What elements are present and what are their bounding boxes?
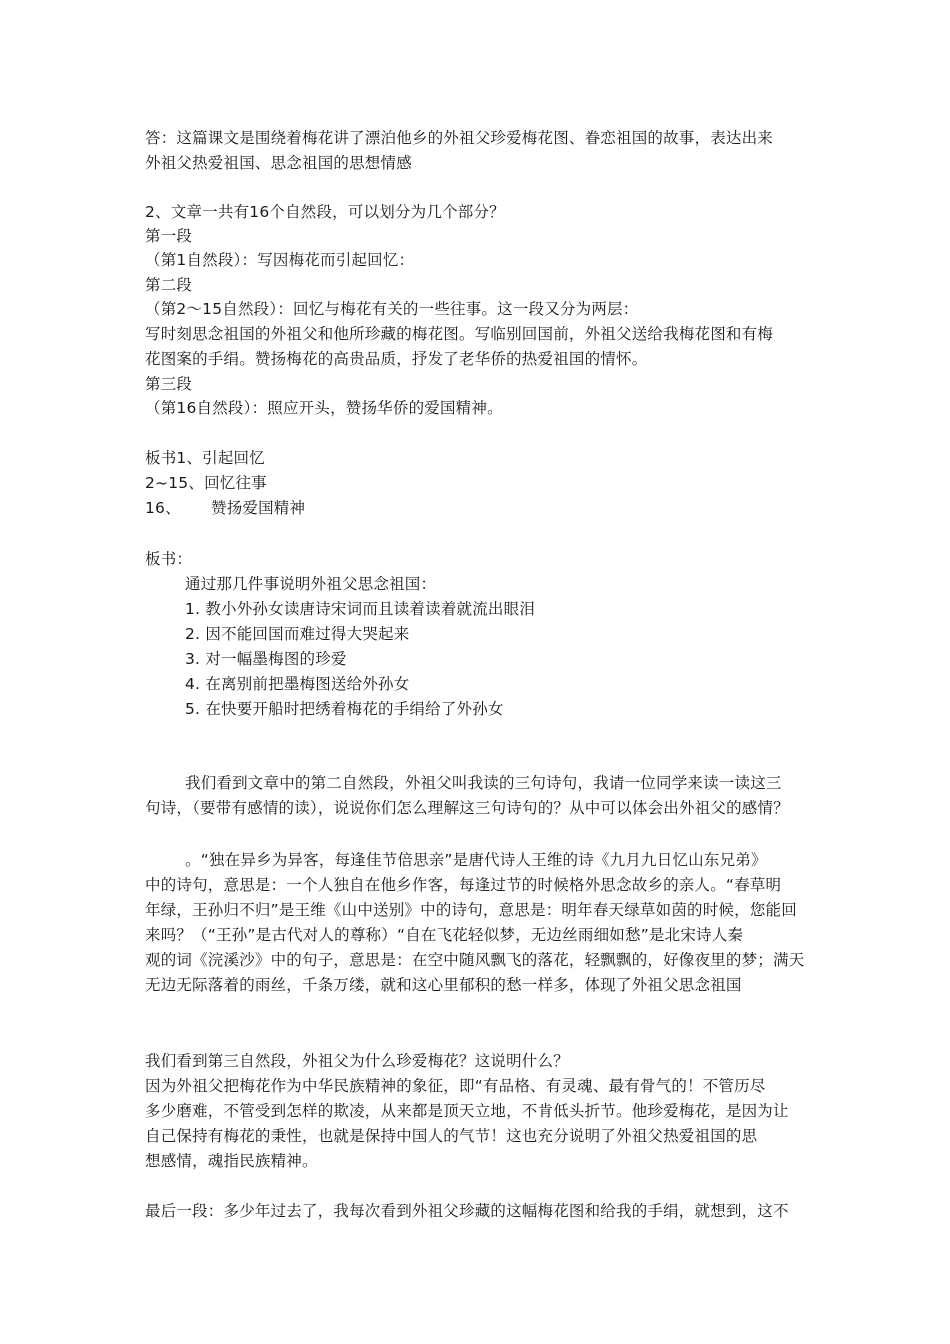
board-2-item: 4. 在离别前把墨梅图送给外孙女 [185, 675, 410, 693]
board-2-item: 2. 因不能回国而难过得大哭起来 [185, 625, 410, 643]
poems-answer-line-6: 无边无际落着的雨丝，千条万缕，就和这心里郁积的愁一样多，体现了外祖父思念祖国 [145, 976, 742, 994]
third-para-line-3: 自己保持有梅花的秉性，也就是保持中国人的气节！这也充分说明了外祖父热爱祖国的思 [145, 1127, 758, 1145]
last-para-line-1: 最后一段：多少年过去了，我每次看到外祖父珍藏的这幅梅花图和给我的手绢，就想到，这不 [145, 1202, 789, 1220]
poems-answer-line-1: 。“独在异乡为异客，每逢佳节倍思亲”是唐代诗人王维的诗《九月九日忆山东兄弟》 [185, 851, 767, 869]
third-para-line-1: 因为外祖父把梅花作为中华民族精神的象征，即“有品格、有灵魂、最有骨气的！不管历尽 [145, 1077, 766, 1095]
part-2-title: 第二段 [145, 276, 193, 294]
third-para-line-4: 想感情，魂指民族精神。 [145, 1152, 318, 1170]
third-para-question: 我们看到第三自然段，外祖父为什么珍爱梅花？这说明什么？ [145, 1052, 569, 1070]
board-2-title: 板书： [145, 550, 193, 568]
part-2-line-1: 写时刻思念祖国的外祖父和他所珍藏的梅花图。写临别回国前，外祖父送给我梅花图和有梅 [145, 325, 774, 343]
answer-line-2: 外祖父热爱祖国、思念祖国的思想情感 [145, 154, 412, 172]
board-1-line-1: 板书1、引起回忆 [145, 449, 265, 467]
part-3-desc: （第16自然段）：照应开头，赞扬华侨的爱国精神。 [145, 399, 503, 417]
part-1-title: 第一段 [145, 227, 193, 245]
poems-question-line-2: 句诗，（要带有感情的读），说说你们怎么理解这三句诗句的？从中可以体会出外祖父的感情？ [145, 799, 789, 817]
board-2-item: 5. 在快要开船时把绣着梅花的手绢给了外孙女 [185, 700, 504, 718]
part-3-title: 第三段 [145, 375, 193, 393]
answer-line-1: 答：这篇课文是围绕着梅花讲了漂泊他乡的外祖父珍爱梅花图、眷恋祖国的故事，表达出来 [145, 129, 774, 147]
third-para-line-2: 多少磨难，不管受到怎样的欺凌，从来都是顶天立地，不肯低头折节。他珍爱梅花，是因为让 [145, 1102, 789, 1120]
board-1-line-3-text: 赞扬爱国精神 [211, 499, 306, 517]
poems-question-line-1: 我们看到文章中的第二自然段，外祖父叫我读的三句诗句，我请一位同学来读一读这三 [185, 774, 782, 792]
poems-answer-line-4: 来吗？（“王孙”是古代对人的尊称）“自在飞花轻似梦，无边丝雨细如愁”是北宋诗人秦 [145, 926, 744, 944]
board-2-item: 1. 教小外孙女读唐诗宋词而且读着读着就流出眼泪 [185, 600, 536, 618]
poems-answer-line-5: 观的词《浣溪沙》中的句子，意思是：在空中随风飘飞的落花，轻飘飘的，好像夜里的梦；满天 [145, 951, 805, 969]
board-1-line-2: 2~15、回忆往事 [145, 474, 267, 492]
part-2-line-2: 花图案的手绢。赞扬梅花的高贵品质，抒发了老华侨的热爱祖国的情怀。 [145, 350, 648, 368]
part-1-desc: （第1自然段）：写因梅花而引起回忆： [145, 251, 415, 269]
question-2-title: 2、文章一共有16个自然段，可以划分为几个部分？ [145, 203, 505, 221]
poems-answer-line-2: 中的诗句，意思是：一个人独自在他乡作客，每逢过节的时候格外思念故乡的亲人。“春草明 [145, 876, 782, 894]
board-1-line-3-num: 16、 [145, 499, 181, 517]
poems-answer-line-3: 年绿，王孙归不归”是王维《山中送别》中的诗句，意思是：明年春天绿草如茵的时候，您能回 [145, 901, 797, 919]
board-2-intro: 通过那几件事说明外祖父思念祖国： [185, 575, 437, 593]
board-2-item: 3. 对一幅墨梅图的珍爱 [185, 650, 347, 668]
part-2-desc: （第2～15自然段）：回忆与梅花有关的一些往事。这一段又分为两层： [145, 300, 639, 318]
